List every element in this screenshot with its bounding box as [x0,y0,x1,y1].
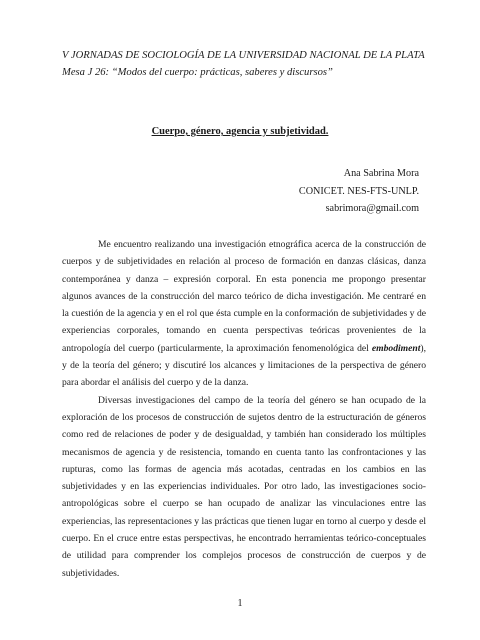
page-number: 1 [237,598,243,609]
paragraph-1 [62,236,426,392]
paper-title: Cuerpo, género, agencia y subjetividad. [151,126,329,137]
session-name: Mesa J 26: “Modos del cuerpo: prácticas, saberes y discursos” [62,67,333,78]
author-name: Ana Sabrina Mora [343,168,419,179]
paragraph-1-emphasis: embodiment [371,342,421,354]
author-email: sabrimora@gmail.com [325,203,419,214]
author-block [299,165,419,218]
conference-name: V JORNADAS DE SOCIOLOGÍA DE LA UNIVERSIDAD NACIONAL DE LA PLATA [62,50,425,61]
conference-header [62,47,442,81]
author-affiliation: CONICET. NES-FTS-UNLP. [298,185,419,197]
paragraph-2: Diversas investigaciones del campo de la teoría del género se han ocupado de la exploración de los procesos de construcción de sujetos dentro de la estructuración de géneros como red de relaciones de poder y de desigualdad, y también han considerado los múltiples mecanismos de agencia y de resistencia, tomando en cuenta tanto las confrontaciones y las rupturas, como las formas de agencia más acotadas, centradas en los cambios en las subjetividades y en las experiencias individuales. Por otro lado, las investigaciones socio-antropológicas sobre el cuerpo se han ocupado de analizar las vinculaciones entre las experiencias, las representaciones y las prácticas que tienen lugar en torno al cuerpo y desde el cuerpo. En el cruce entre estas perspectivas, he encontrado herramientas teórico-conceptuales de utilidad para comprender los complejos procesos de construcción de cuerpos y de subjetividades. [62,394,426,579]
paragraph-1-part-a: Me encuentro realizando una investigación etnográfica acerca de la construcción de cuerpos y de subjetividades en relación al proceso de formación en danzas clásicas, danza contemporánea y danza – expresión corporal. En esta ponencia me propongo presentar algunos avances de la construcción del marco teórico de dicha investigación. Me centraré en la cuestión de la agencia y en el rol que ésta cumple en la conformación de subjetividades y de experiencias corporales, tomando en cuenta perspectivas teóricas provenientes de la antropología del cuerpo (particularmente, la aproximación fenomenológica del [62,239,426,354]
paragraph-1-part-b: ), y de la teoría del género; y discutiré los alcances y limitaciones de la perspectiva de género para abordar el análisis del cuerpo y de la danza. [62,342,426,389]
paper-body [62,236,426,582]
